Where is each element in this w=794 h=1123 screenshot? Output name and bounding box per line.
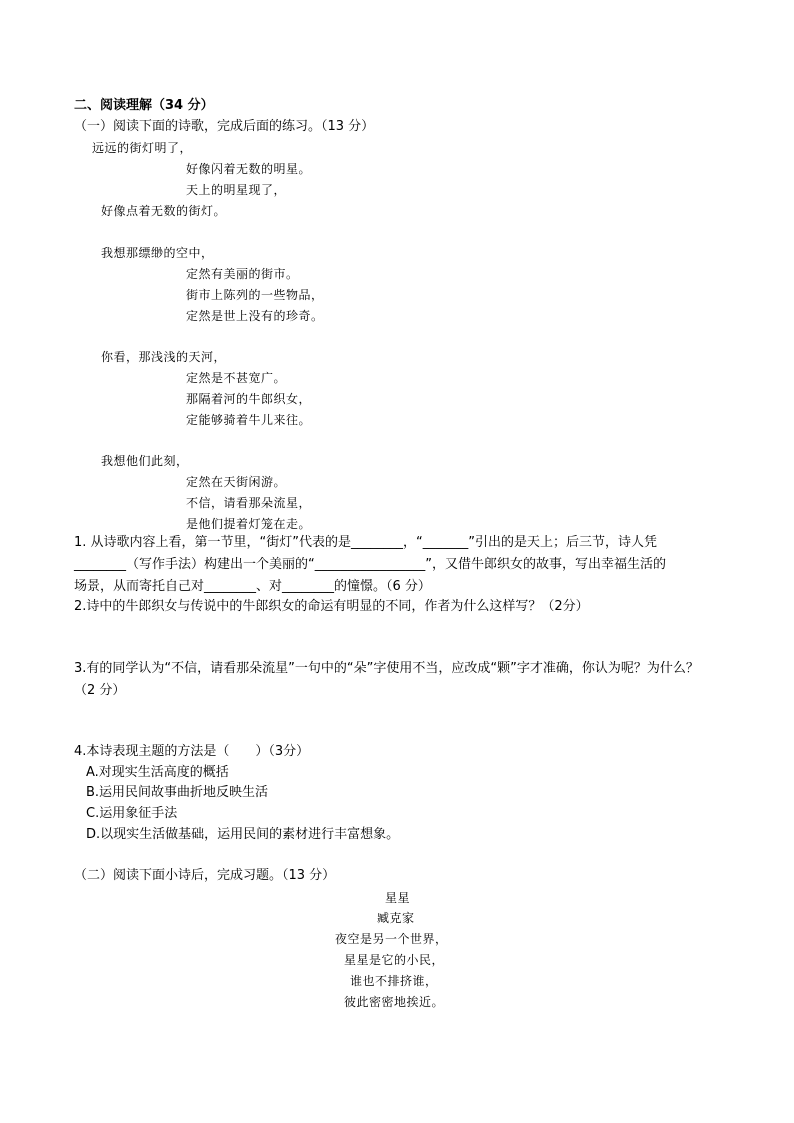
poem-line: 定然是不甚宽广。 [186, 371, 287, 385]
question-1-line-3: 场景，从而寄托自己对________、对________的憧憬。（6 分） [74, 579, 431, 594]
poem-line: 定然在天街闲游。 [186, 475, 287, 489]
poem-line: 天上的明星现了， [186, 183, 287, 197]
poem-line: 夜空是另一个世界， [335, 932, 448, 946]
poem-line: 我想他们此刻， [101, 454, 189, 468]
question-1-line-1: 1. 从诗歌内容上看，第一节里，“街灯”代表的是________，“_______”引出的是天上；后三节，诗人凭 [74, 535, 657, 550]
poem-line: 星星是它的小民， [344, 953, 445, 967]
question-1-line-2: ________（写作手法）构建出一个美丽的“_________________”，又借牛郎织女的故事，写出幸福生活的 [74, 557, 666, 572]
poem-line: 彼此密密地挨近。 [344, 995, 445, 1009]
poem-2-author: 臧克家 [377, 911, 415, 925]
poem-line: 定能够骑着牛儿来往。 [186, 413, 312, 427]
question-4-option-d: D.以现实生活做基础，运用民间的素材进行丰富想象。 [86, 827, 400, 842]
question-4-option-a: A.对现实生活高度的概括 [86, 765, 229, 780]
poem-line: 谁也不排挤谁， [350, 974, 438, 988]
part2-instruction: （二）阅读下面小诗后，完成习题。（13 分） [74, 868, 336, 883]
poem-line: 你看，那浅浅的天河， [101, 350, 227, 364]
poem-line: 好像闪着无数的明星。 [186, 162, 312, 176]
poem-line: 定然有美丽的街市。 [186, 267, 299, 281]
question-4: 4.本诗表现主题的方法是（ ）（3分） [74, 744, 310, 759]
question-2: 2.诗中的牛郎织女与传说中的牛郎织女的命运有明显的不同，作者为什么这样写？（2分） [74, 599, 589, 614]
poem-line: 远远的街灯明了， [92, 141, 193, 155]
poem-line: 是他们提着灯笼在走。 [186, 517, 312, 531]
poem-line: 我想那缥缈的空中， [101, 246, 214, 260]
poem-line: 街市上陈列的一些物品， [186, 288, 324, 302]
poem-line: 定然是世上没有的珍奇。 [186, 309, 324, 323]
poem-line: 那隔着河的牛郎织女， [186, 392, 312, 406]
poem-2-title: 星星 [385, 891, 411, 905]
section-title: 二、阅读理解（34 分） [74, 98, 214, 113]
poem-line: 不信，请看那朵流星， [186, 496, 312, 510]
question-3-line-2: （2 分） [74, 683, 126, 698]
poem-line: 好像点着无数的街灯。 [101, 204, 227, 218]
part1-instruction: （一）阅读下面的诗歌，完成后面的练习。（13 分） [74, 119, 375, 134]
question-4-option-b: B.运用民间故事曲折地反映生活 [86, 785, 269, 800]
question-4-option-c: C.运用象征手法 [86, 806, 178, 821]
question-3-line-1: 3.有的同学认为“不信，请看那朵流星”一句中的“朵”字使用不当，应改成“颗”字才准确，你认为呢？为什么？ [74, 661, 699, 676]
